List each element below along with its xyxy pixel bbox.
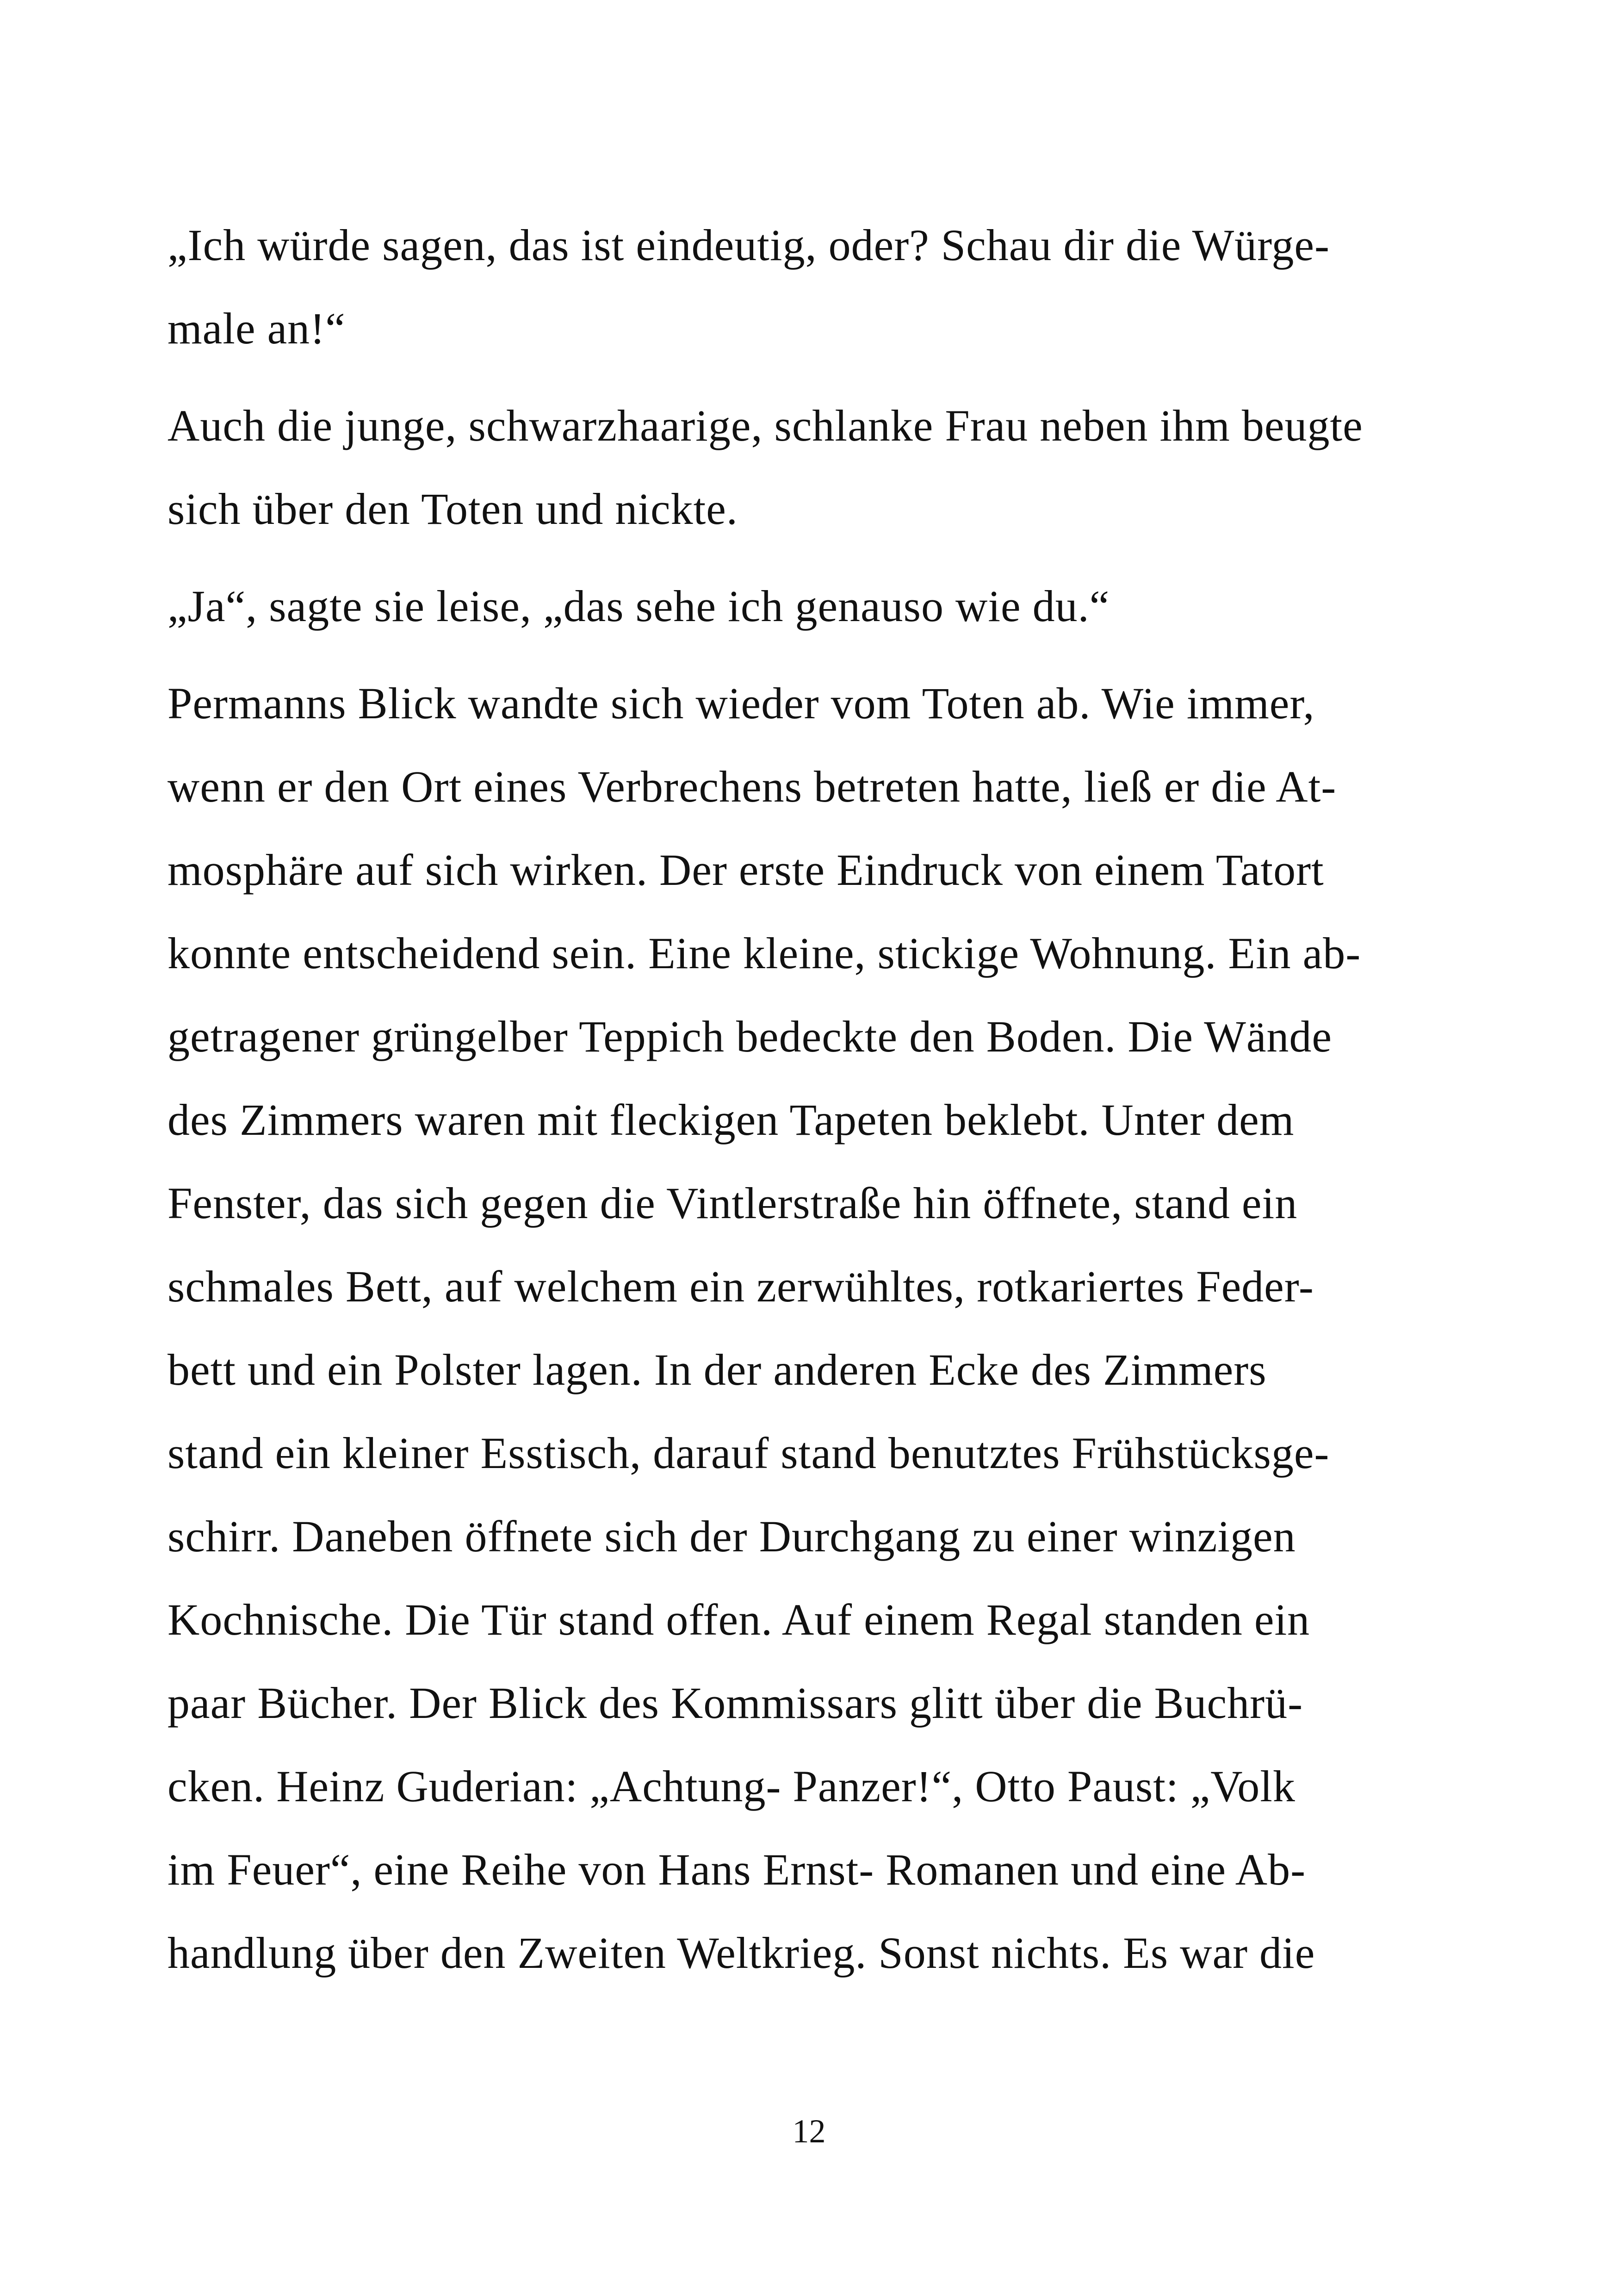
text-line: sich über den Toten und nickte.: [167, 484, 738, 534]
text-line: schmales Bett, auf welchem ein zerwühltes, rotkariertes Feder-: [167, 1262, 1314, 1311]
text-line: getragener grüngelber Teppich bedeckte den Boden. Die Wände: [167, 1012, 1333, 1061]
text-line: paar Bücher. Der Blick des Kommissars glitt über die Buchrü-: [167, 1678, 1303, 1728]
text-line: Kochnische. Die Tür stand offen. Auf einem Regal standen ein: [167, 1595, 1310, 1644]
text-line: „Ja“, sagte sie leise, „das sehe ich genauso wie du.“: [167, 581, 1110, 631]
text-line: schirr. Daneben öffnete sich der Durchgang zu einer winzigen: [167, 1512, 1296, 1561]
text-line: „Ich würde sagen, das ist eindeutig, oder? Schau dir die Würge-: [167, 220, 1330, 270]
text-line: bett und ein Polster lagen. In der anderen Ecke des Zimmers: [167, 1345, 1267, 1394]
text-line: mosphäre auf sich wirken. Der erste Eindruck von einem Tatort: [167, 845, 1324, 895]
text-line: cken. Heinz Guderian: „Achtung- Panzer!“, Otto Paust: „Volk: [167, 1761, 1296, 1811]
text-line: Permanns Blick wandte sich wieder vom Toten ab. Wie immer,: [167, 678, 1315, 728]
text-line: Fenster, das sich gegen die Vintlerstraße hin öffnete, stand ein: [167, 1178, 1298, 1228]
text-line: male an!“: [167, 304, 346, 353]
text-line: stand ein kleiner Esstisch, darauf stand benutztes Frühstücksge-: [167, 1428, 1330, 1478]
page-number: 12: [792, 2113, 826, 2150]
text-line: im Feuer“, eine Reihe von Hans Ernst- Romanen und eine Ab-: [167, 1845, 1306, 1894]
text-line: wenn er den Ort eines Verbrechens betreten hatte, ließ er die At-: [167, 762, 1337, 811]
body-text: [167, 204, 1454, 1995]
text-line: handlung über den Zweiten Weltkrieg. Sonst nichts. Es war die: [167, 1928, 1315, 1978]
text-line: konnte entscheidend sein. Eine kleine, stickige Wohnung. Ein ab-: [167, 928, 1361, 978]
text-line: Auch die junge, schwarzhaarige, schlanke Frau neben ihm beugte: [167, 401, 1363, 450]
text-line: des Zimmers waren mit fleckigen Tapeten beklebt. Unter dem: [167, 1095, 1295, 1145]
